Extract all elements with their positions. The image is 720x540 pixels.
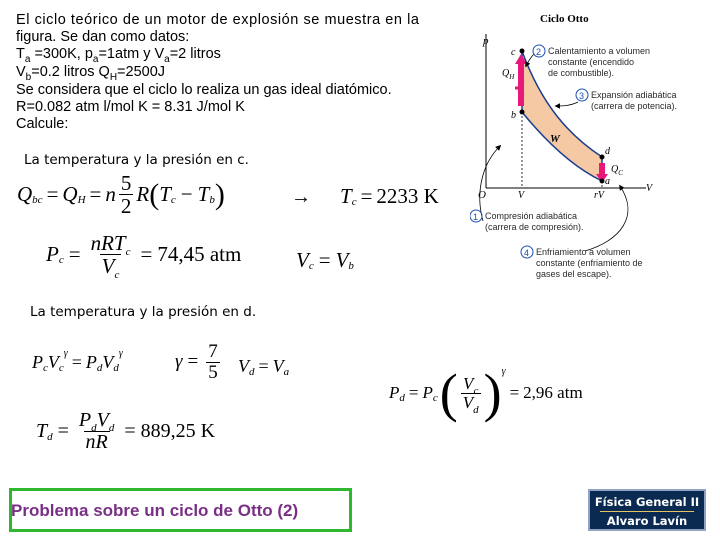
equation-gamma: γ = $\frac{7}{5}$: [175, 341, 218, 383]
problem-line6: R=0.082 atm l/mol K = 8.31 J/mol K: [16, 99, 245, 115]
otto-cycle-diagram: [470, 6, 718, 288]
equation-vd-va: V d = V a: [238, 356, 290, 378]
callout-1: [470, 210, 482, 222]
problem-line5: Se considera que el ciclo lo realiza un gas ideal diatómico.: [16, 82, 392, 98]
callout-3: [576, 89, 588, 101]
svg-text:3: 3: [579, 91, 585, 101]
equation-vc-vb: V c = V b: [296, 248, 354, 272]
equation-qbc: Q bc = Q H = n $\frac{5}{2}$ R ( T c − T b ): [17, 171, 225, 219]
svg-text:1: 1: [473, 212, 479, 222]
svg-text:b: b: [511, 110, 516, 121]
svg-text:4: 4: [524, 248, 530, 258]
svg-text:c: c: [511, 47, 516, 58]
svg-text:2: 2: [536, 47, 542, 57]
svg-text:constante (encendido: constante (encendido: [548, 57, 635, 67]
problem-line3: $T_a =300K$, $p_a=1atm$ y $V_a=2$ litros: [16, 46, 221, 65]
callout-4: [521, 246, 533, 258]
problem-line7: Calcule:: [16, 116, 69, 132]
problem-line4: $V_b=0.2$ litros $Q_H=2500J$: [16, 64, 166, 83]
rv-tick-label: rV: [594, 190, 604, 201]
fraction-vc-vd: $\frac{V_c}{V_d}$: [462, 373, 479, 416]
equation-td: T d = $\frac{P_dV_d}{nR}$ = 889,25 K: [36, 409, 216, 453]
v-axis-label: V: [646, 183, 653, 194]
svg-text:(carrera de potencia).: (carrera de potencia).: [591, 101, 678, 111]
problem-text: [16, 12, 419, 133]
svg-text:Expansión adiabática: Expansión adiabática: [591, 90, 677, 100]
svg-text:de combustible).: de combustible).: [548, 68, 615, 78]
svg-text:Calentamiento a volumen: Calentamiento a volumen: [548, 46, 651, 56]
work-label: W: [550, 133, 560, 145]
footer-title-box: [9, 488, 352, 532]
result-tc: T c = 2233 K: [340, 184, 439, 208]
equation-adiabatic: P c V c γ = P d V d γ: [32, 348, 123, 374]
equation-pd: P d = P c ( $\frac{V_c}{V_d}$ ) γ = 2,96 atm: [389, 363, 583, 423]
problem-line1: El ciclo teórico de un motor de explosión se muestra en la: [16, 12, 420, 28]
origin-label: O: [478, 189, 486, 201]
problem-line2: figura. Se dan como datos:: [16, 29, 190, 45]
callout-2: [533, 45, 545, 57]
course-logo: Física General II Alvaro Lavín: [588, 489, 706, 531]
fraction-seven-fifths: $\frac{7}{5}$: [208, 341, 218, 383]
svg-text:constante (enfriamiento de: constante (enfriamiento de: [536, 258, 643, 268]
section-c-heading: La temperatura y la presión en c.: [24, 152, 249, 168]
equation-pc: P c = $\frac{nRT_c}{V_c}$ = 74,45 atm: [46, 231, 242, 282]
svg-text:Compresión adiabática: Compresión adiabática: [485, 211, 578, 221]
svg-text:(carrera de compresión).: (carrera de compresión).: [485, 222, 584, 232]
svg-text:a: a: [605, 176, 610, 187]
footer-title: Problema sobre un ciclo de Otto (2): [11, 501, 299, 520]
v-tick-label: V: [518, 190, 525, 201]
fraction-nrt-vc: $\frac{nRT_c}{V_c}$: [90, 231, 131, 282]
fraction-pdvd-nr: $\frac{P_dV_d}{nR}$: [78, 409, 115, 453]
qh-label: $Q_H$: [502, 68, 515, 81]
arrow-implies: →: [291, 186, 311, 208]
fraction-five-halves: $\frac{5}{2}$: [120, 171, 132, 219]
p-axis-label: p: [483, 35, 489, 47]
qc-label: $Q_C$: [611, 164, 623, 177]
svg-text:d: d: [605, 146, 610, 157]
diagram-title: Ciclo Otto: [540, 13, 589, 25]
svg-text:gases del escape).: gases del escape).: [536, 269, 612, 279]
svg-text:Enfriamiento a volumen: Enfriamiento a volumen: [536, 247, 631, 257]
section-d-heading: La temperatura y la presión en d.: [30, 304, 257, 320]
